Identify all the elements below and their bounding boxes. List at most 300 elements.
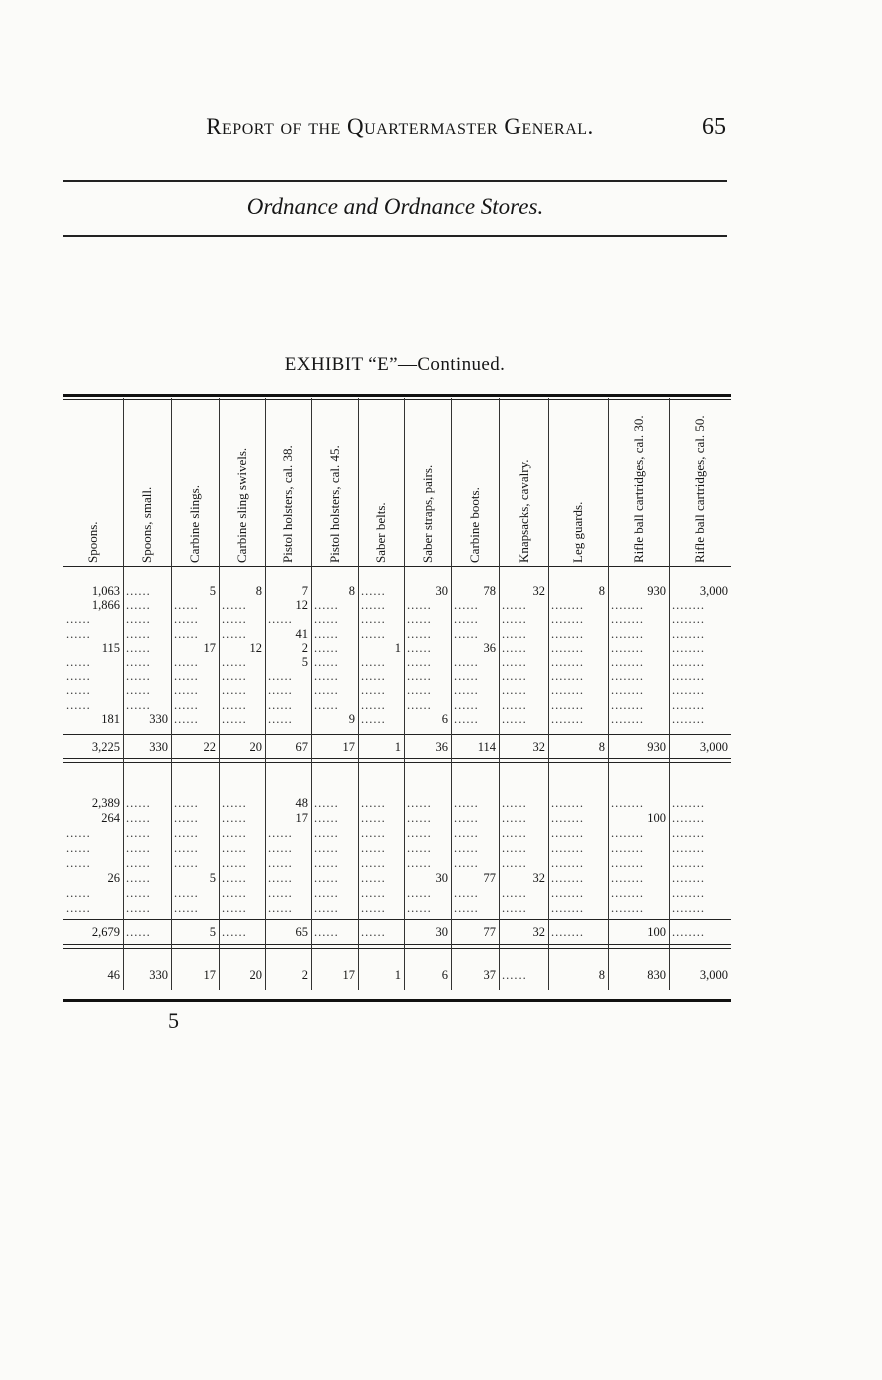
table-row-cell: ...... <box>66 886 91 900</box>
table-row-cell: ...... <box>126 612 151 627</box>
table-row-cell: ........ <box>551 683 584 698</box>
table-row-cell: ...... <box>222 856 247 870</box>
table-row-cell: 930 <box>647 584 666 598</box>
table-row-cell: ...... <box>268 871 293 885</box>
table-row-cell: 26 <box>107 871 120 885</box>
table-row-cell: ........ <box>611 901 644 915</box>
table-row-cell: 1,866 <box>91 598 120 613</box>
table-row-cell: ........ <box>672 612 705 627</box>
balance-cell: 17 <box>342 968 355 982</box>
running-header-title: Report of the Quartermaster General. <box>206 114 594 139</box>
table-row-cell: ...... <box>126 584 151 598</box>
header-bottom-rule <box>63 566 731 567</box>
total-cell: 330 <box>149 740 168 754</box>
table-row-cell: ...... <box>174 826 199 840</box>
table-row-cell: 7 <box>301 584 308 598</box>
table-row-cell: ........ <box>551 669 584 684</box>
table-row-cell: ...... <box>126 598 151 613</box>
table-row-cell: ...... <box>268 826 293 840</box>
table-row-cell: ...... <box>361 711 386 726</box>
table-row-cell: ...... <box>126 796 151 810</box>
table-row-cell: ...... <box>66 826 91 840</box>
section-title: Ordnance and Ordnance Stores. <box>246 194 544 219</box>
table-row-cell: ...... <box>454 683 479 698</box>
table-row-cell: ...... <box>174 697 199 712</box>
table-row-cell: ...... <box>268 886 293 900</box>
table-row-cell: 8 <box>348 584 355 598</box>
column-header-label: Spoons. <box>85 521 100 563</box>
table-row-cell: ........ <box>551 655 584 669</box>
table-row-cell: ...... <box>66 612 91 627</box>
table-row-cell: ........ <box>551 697 584 712</box>
table-row-cell: ...... <box>222 598 247 613</box>
table-row-cell: ...... <box>361 856 386 870</box>
total-cell: 2,679 <box>91 925 120 939</box>
total-cell: 67 <box>295 740 308 754</box>
table-row-cell: ...... <box>314 640 339 655</box>
table-row-cell: ........ <box>551 711 584 726</box>
table-row-cell: ...... <box>66 669 91 684</box>
table-row-cell: 2,389 <box>91 796 120 810</box>
column-header-label: Carbine sling swivels. <box>234 447 249 563</box>
total-cell: 65 <box>295 925 308 939</box>
table-row-cell: ...... <box>407 841 432 855</box>
table-row-cell: ........ <box>551 598 584 613</box>
table-row-cell: ........ <box>672 711 705 726</box>
table-row-cell: 30 <box>435 871 448 885</box>
table-row-cell: ........ <box>672 901 705 915</box>
table-row-cell: ........ <box>551 612 584 627</box>
table-row-cell: ...... <box>268 612 293 627</box>
table-row-cell: ........ <box>611 826 644 840</box>
table-row-cell: ...... <box>502 826 527 840</box>
column-header <box>358 402 404 564</box>
table-row-cell: ...... <box>174 796 199 810</box>
table-row-cell: ...... <box>126 856 151 870</box>
table-row-cell: ...... <box>502 811 527 825</box>
balance-cell: 330 <box>149 968 168 982</box>
column-header <box>669 402 731 564</box>
table-row-cell: ...... <box>222 612 247 627</box>
table-row-cell: 17 <box>203 640 216 655</box>
table-row-cell: 12 <box>249 640 262 655</box>
balance-cell: 1 <box>394 968 401 982</box>
table-row-cell: 48 <box>295 796 308 810</box>
total-cell: ........ <box>551 925 584 939</box>
table-row-cell: ...... <box>361 886 386 900</box>
table-row-cell: ...... <box>314 697 339 712</box>
table-row-cell: ...... <box>314 886 339 900</box>
table-row-cell: ...... <box>66 697 91 712</box>
total-cell: 114 <box>477 740 496 754</box>
table-row-cell: 100 <box>647 811 666 825</box>
table-row-cell: ...... <box>361 683 386 698</box>
table-row-cell: ...... <box>126 683 151 698</box>
table-row-cell: ........ <box>611 886 644 900</box>
balance-cell: 6 <box>441 968 448 982</box>
table-row-cell: ........ <box>672 871 705 885</box>
subtotal2-rule <box>63 919 731 920</box>
table-row-cell: ...... <box>454 841 479 855</box>
table-row-cell: 5 <box>209 871 216 885</box>
table-row-cell: ...... <box>268 697 293 712</box>
table-row-cell: ...... <box>174 598 199 613</box>
table-row-cell: ........ <box>611 697 644 712</box>
table-row-cell: ...... <box>174 901 199 915</box>
table-row-cell: 32 <box>532 871 545 885</box>
table-row-cell: ...... <box>314 683 339 698</box>
table-row-cell: ........ <box>672 626 705 641</box>
table-row-cell: ...... <box>268 669 293 684</box>
column-header-label: Carbine boots. <box>467 487 482 563</box>
column-header-label: Pistol holsters, cal. 45. <box>326 445 342 563</box>
table-row-cell: ...... <box>314 811 339 825</box>
total-cell: 22 <box>203 740 216 754</box>
table-row-cell: ...... <box>126 871 151 885</box>
table-row-cell: ...... <box>361 697 386 712</box>
table-row-cell: ...... <box>361 811 386 825</box>
table-row-cell: ...... <box>314 856 339 870</box>
table-row-cell: ...... <box>66 841 91 855</box>
table-row-cell: 3,000 <box>699 584 728 598</box>
column-header-label: Pistol holsters, cal. 38. <box>280 445 295 563</box>
column-header <box>63 402 123 564</box>
table-row-cell: ...... <box>502 697 527 712</box>
table-row-cell: ........ <box>672 669 705 684</box>
total-cell: 36 <box>435 740 448 754</box>
table-row-cell: ...... <box>174 612 199 627</box>
table-row-cell: ...... <box>174 683 199 698</box>
table-row-cell: ........ <box>672 886 705 900</box>
table-row-cell: ...... <box>361 598 386 613</box>
table-row-cell: 5 <box>209 584 216 598</box>
table-row-cell: ...... <box>361 584 386 598</box>
total-cell: 32 <box>532 925 545 939</box>
table-row-cell: ...... <box>502 669 527 684</box>
total-cell: 32 <box>532 740 545 754</box>
table-row-cell: ...... <box>454 655 479 669</box>
table-row-cell: ...... <box>126 626 151 641</box>
total-cell: 100 <box>647 925 666 939</box>
table-row-cell: ........ <box>611 640 644 655</box>
table-row-cell: ...... <box>222 826 247 840</box>
table-row-cell: ...... <box>222 683 247 698</box>
table-row-cell: ...... <box>268 711 293 726</box>
table-row-cell: ...... <box>454 886 479 900</box>
total-double-rule-a <box>63 758 731 759</box>
table-row-cell: ...... <box>407 697 432 712</box>
column-header-label: Rifle ball cartridges, cal. 50. <box>692 415 707 563</box>
column-header-label: Carbine slings. <box>187 485 202 563</box>
table-row-cell: ........ <box>672 697 705 712</box>
table-row-cell: ...... <box>502 626 527 641</box>
table-row-cell: ...... <box>454 669 479 684</box>
table-row-cell: ...... <box>222 655 247 669</box>
total-double-rule-b <box>63 762 731 763</box>
column-header-label: Saber belts. <box>373 502 388 563</box>
column-header-label: Leg guards. <box>570 501 585 563</box>
total-cell: 8 <box>598 740 605 754</box>
table-row-cell: ...... <box>361 871 386 885</box>
column-header <box>171 402 219 564</box>
total2-double-rule-b <box>63 948 731 949</box>
table-row-cell: ........ <box>672 811 705 825</box>
table-row-cell: ...... <box>454 901 479 915</box>
table-row-cell: ........ <box>551 871 584 885</box>
table-row-cell: 8 <box>255 584 262 598</box>
total-cell: 20 <box>249 740 262 754</box>
table-row-cell: 8 <box>598 584 605 598</box>
table-row-cell: ........ <box>611 856 644 870</box>
table-row-cell: 1,063 <box>91 584 120 598</box>
total-cell: ........ <box>672 925 705 939</box>
table-row-cell: ...... <box>314 841 339 855</box>
column-header <box>311 402 358 564</box>
table-row-cell: ...... <box>407 655 432 669</box>
table-row-cell: ...... <box>126 640 151 655</box>
balance-cell: 46 <box>107 968 120 982</box>
table-row-cell: ........ <box>611 598 644 613</box>
table-row-cell: ...... <box>126 901 151 915</box>
table-row-cell: ...... <box>126 697 151 712</box>
balance-cell: 8 <box>598 968 605 982</box>
table-row-cell: ...... <box>454 856 479 870</box>
table-row-cell: ........ <box>672 683 705 698</box>
table-row-cell: ...... <box>361 669 386 684</box>
column-header-label: Rifle ball cartridges, cal. 30. <box>630 415 646 563</box>
table-row-cell: ...... <box>502 683 527 698</box>
table-row-cell: ........ <box>611 871 644 885</box>
table-row-cell: ........ <box>611 612 644 627</box>
table-row-cell: ...... <box>502 901 527 915</box>
table-row-cell: ...... <box>454 811 479 825</box>
table-row-cell: ...... <box>502 711 527 726</box>
table-row-cell: 2 <box>301 640 308 655</box>
table-row-cell: ...... <box>454 697 479 712</box>
table-row-cell: ........ <box>672 826 705 840</box>
total-cell: 1 <box>394 740 401 754</box>
table-row-cell: ...... <box>361 796 386 810</box>
table-row-cell: ...... <box>502 796 527 810</box>
table-row-cell: ...... <box>502 886 527 900</box>
table-row-cell: ...... <box>174 711 199 726</box>
table-row-cell: ...... <box>268 683 293 698</box>
table-row-cell: 77 <box>483 871 496 885</box>
table-row-cell: ...... <box>314 901 339 915</box>
balance-cell: 20 <box>249 968 262 982</box>
footer-signature-mark: 5 <box>168 1008 179 1033</box>
table-row-cell: ...... <box>222 711 247 726</box>
table-row-cell: ...... <box>126 669 151 684</box>
table-row-cell: ...... <box>361 901 386 915</box>
table-row-cell: ...... <box>407 886 432 900</box>
subtotal-rule <box>63 734 731 735</box>
balance-cell: ...... <box>502 968 527 982</box>
table-row-cell: ........ <box>551 841 584 855</box>
table-row-cell: 41 <box>295 626 308 641</box>
table-row-cell: ...... <box>174 655 199 669</box>
table-row-cell: ...... <box>174 841 199 855</box>
table-row-cell: ...... <box>66 655 91 669</box>
table-row-cell: ...... <box>407 598 432 613</box>
table-row-cell: ...... <box>66 901 91 915</box>
table-row-cell: ........ <box>551 640 584 655</box>
table-row-cell: ...... <box>222 669 247 684</box>
table-row-cell: ...... <box>502 640 527 655</box>
table-row-cell: 330 <box>149 711 168 726</box>
table-row-cell: ...... <box>407 826 432 840</box>
column-header <box>265 402 311 564</box>
table-row-cell: ...... <box>314 871 339 885</box>
table-row-cell: ...... <box>174 886 199 900</box>
table-row-cell: ........ <box>551 811 584 825</box>
table-row-cell: ........ <box>611 669 644 684</box>
total-cell: ...... <box>314 925 339 939</box>
table-row-cell: ...... <box>126 826 151 840</box>
table-row-cell: ...... <box>66 626 91 641</box>
table-row-cell: ...... <box>407 901 432 915</box>
table-row-cell: ...... <box>407 811 432 825</box>
table-row-cell: ...... <box>314 669 339 684</box>
total-cell: ...... <box>222 925 247 939</box>
column-header <box>123 402 171 564</box>
table-row-cell: ...... <box>314 826 339 840</box>
table-row-cell: ...... <box>314 655 339 669</box>
table-row-cell: ...... <box>502 612 527 627</box>
table-row-cell: ...... <box>314 796 339 810</box>
table-row-cell: ........ <box>672 856 705 870</box>
table-row-cell: ...... <box>222 901 247 915</box>
table-row-cell: ...... <box>268 856 293 870</box>
column-header <box>608 402 669 564</box>
table-row-cell: ...... <box>222 871 247 885</box>
table-row-cell: 9 <box>348 711 355 726</box>
table-row-cell: ...... <box>407 612 432 627</box>
table-row-cell: ...... <box>407 856 432 870</box>
table-row-cell: ........ <box>611 796 644 810</box>
total2-double-rule-a <box>63 944 731 945</box>
table-row-cell: 264 <box>101 811 120 825</box>
balance-cell: 3,000 <box>699 968 728 982</box>
balance-cell: 2 <box>301 968 308 982</box>
table-row-cell: 5 <box>301 655 308 669</box>
table-row-cell: ........ <box>672 841 705 855</box>
table-row-cell: ...... <box>222 841 247 855</box>
table-row-cell: ...... <box>454 626 479 641</box>
table-row-cell: ...... <box>174 811 199 825</box>
column-header <box>499 402 548 564</box>
table-row-cell: ...... <box>454 612 479 627</box>
table-row-cell: ........ <box>611 655 644 669</box>
table-row-cell: ........ <box>611 683 644 698</box>
total-cell: 930 <box>647 740 666 754</box>
table-row-cell: ...... <box>407 626 432 641</box>
table-row-cell: ...... <box>222 811 247 825</box>
column-header <box>451 402 499 564</box>
table-row-cell: ........ <box>611 841 644 855</box>
table-row-cell: ........ <box>611 711 644 726</box>
column-header <box>404 402 451 564</box>
table-row-cell: ...... <box>454 711 479 726</box>
table-row-cell: ...... <box>222 796 247 810</box>
table-row-cell: ...... <box>126 841 151 855</box>
table-row-cell: ...... <box>126 886 151 900</box>
table-row-cell: ........ <box>551 886 584 900</box>
table-row-cell: ...... <box>66 856 91 870</box>
table-row-cell: ...... <box>66 683 91 698</box>
table-row-cell: ...... <box>502 841 527 855</box>
table-row-cell: ...... <box>361 655 386 669</box>
table-row-cell: ...... <box>361 612 386 627</box>
total-cell: 3,225 <box>91 740 120 754</box>
table-row-cell: 78 <box>483 584 496 598</box>
table-row-cell: ...... <box>222 697 247 712</box>
total-cell: 30 <box>435 925 448 939</box>
table-row-cell: ...... <box>407 683 432 698</box>
table-row-cell: ...... <box>126 655 151 669</box>
table-row-cell: 17 <box>295 811 308 825</box>
total-cell: ...... <box>126 925 151 939</box>
exhibit-table <box>63 392 731 1004</box>
table-row-cell: ........ <box>551 901 584 915</box>
table-row-cell: ........ <box>672 598 705 613</box>
table-row-cell: ...... <box>502 598 527 613</box>
balance-cell: 17 <box>203 968 216 982</box>
table-row-cell: ...... <box>222 886 247 900</box>
table-row-cell: ........ <box>672 796 705 810</box>
table-row-cell: ...... <box>361 826 386 840</box>
table-row-cell: ...... <box>407 796 432 810</box>
total-cell: 3,000 <box>699 740 728 754</box>
table-row-cell: ...... <box>361 841 386 855</box>
table-row-cell: ...... <box>454 826 479 840</box>
table-row-cell: 30 <box>435 584 448 598</box>
table-row-cell: 32 <box>532 584 545 598</box>
balance-cell: 37 <box>483 968 496 982</box>
table-row-cell: ........ <box>551 626 584 641</box>
table-row-cell: ...... <box>314 612 339 627</box>
table-row-cell: ........ <box>672 655 705 669</box>
column-header-label: Saber straps, pairs. <box>419 464 435 563</box>
table-row-cell: ...... <box>407 669 432 684</box>
table-row-cell: 1 <box>394 640 401 655</box>
table-row-cell: ........ <box>551 826 584 840</box>
column-header <box>219 402 265 564</box>
table-row-cell: ...... <box>222 626 247 641</box>
table-row-cell: ........ <box>551 796 584 810</box>
column-header-label: Spoons, small. <box>139 486 154 563</box>
table-row-cell: ...... <box>361 626 386 641</box>
table-row-cell: ...... <box>174 856 199 870</box>
table-bottom-rule <box>63 999 731 1002</box>
table-row-cell: ...... <box>454 598 479 613</box>
total-cell: 5 <box>209 925 216 939</box>
table-row-cell: ...... <box>314 626 339 641</box>
exhibit-title: EXHIBIT “E”—Continued. <box>284 354 506 375</box>
table-row-cell: ...... <box>502 655 527 669</box>
table-row-cell: 36 <box>483 640 496 655</box>
table-row-cell: ........ <box>611 626 644 641</box>
table-row-cell: 181 <box>101 711 120 726</box>
table-row-cell: ...... <box>502 856 527 870</box>
top-rule <box>63 180 727 182</box>
total-cell: 77 <box>483 925 496 939</box>
table-row-cell: ........ <box>551 856 584 870</box>
table-row-cell: ...... <box>126 811 151 825</box>
total-cell: 17 <box>342 740 355 754</box>
section-rule <box>63 235 727 237</box>
table-row-cell: 6 <box>441 711 448 726</box>
